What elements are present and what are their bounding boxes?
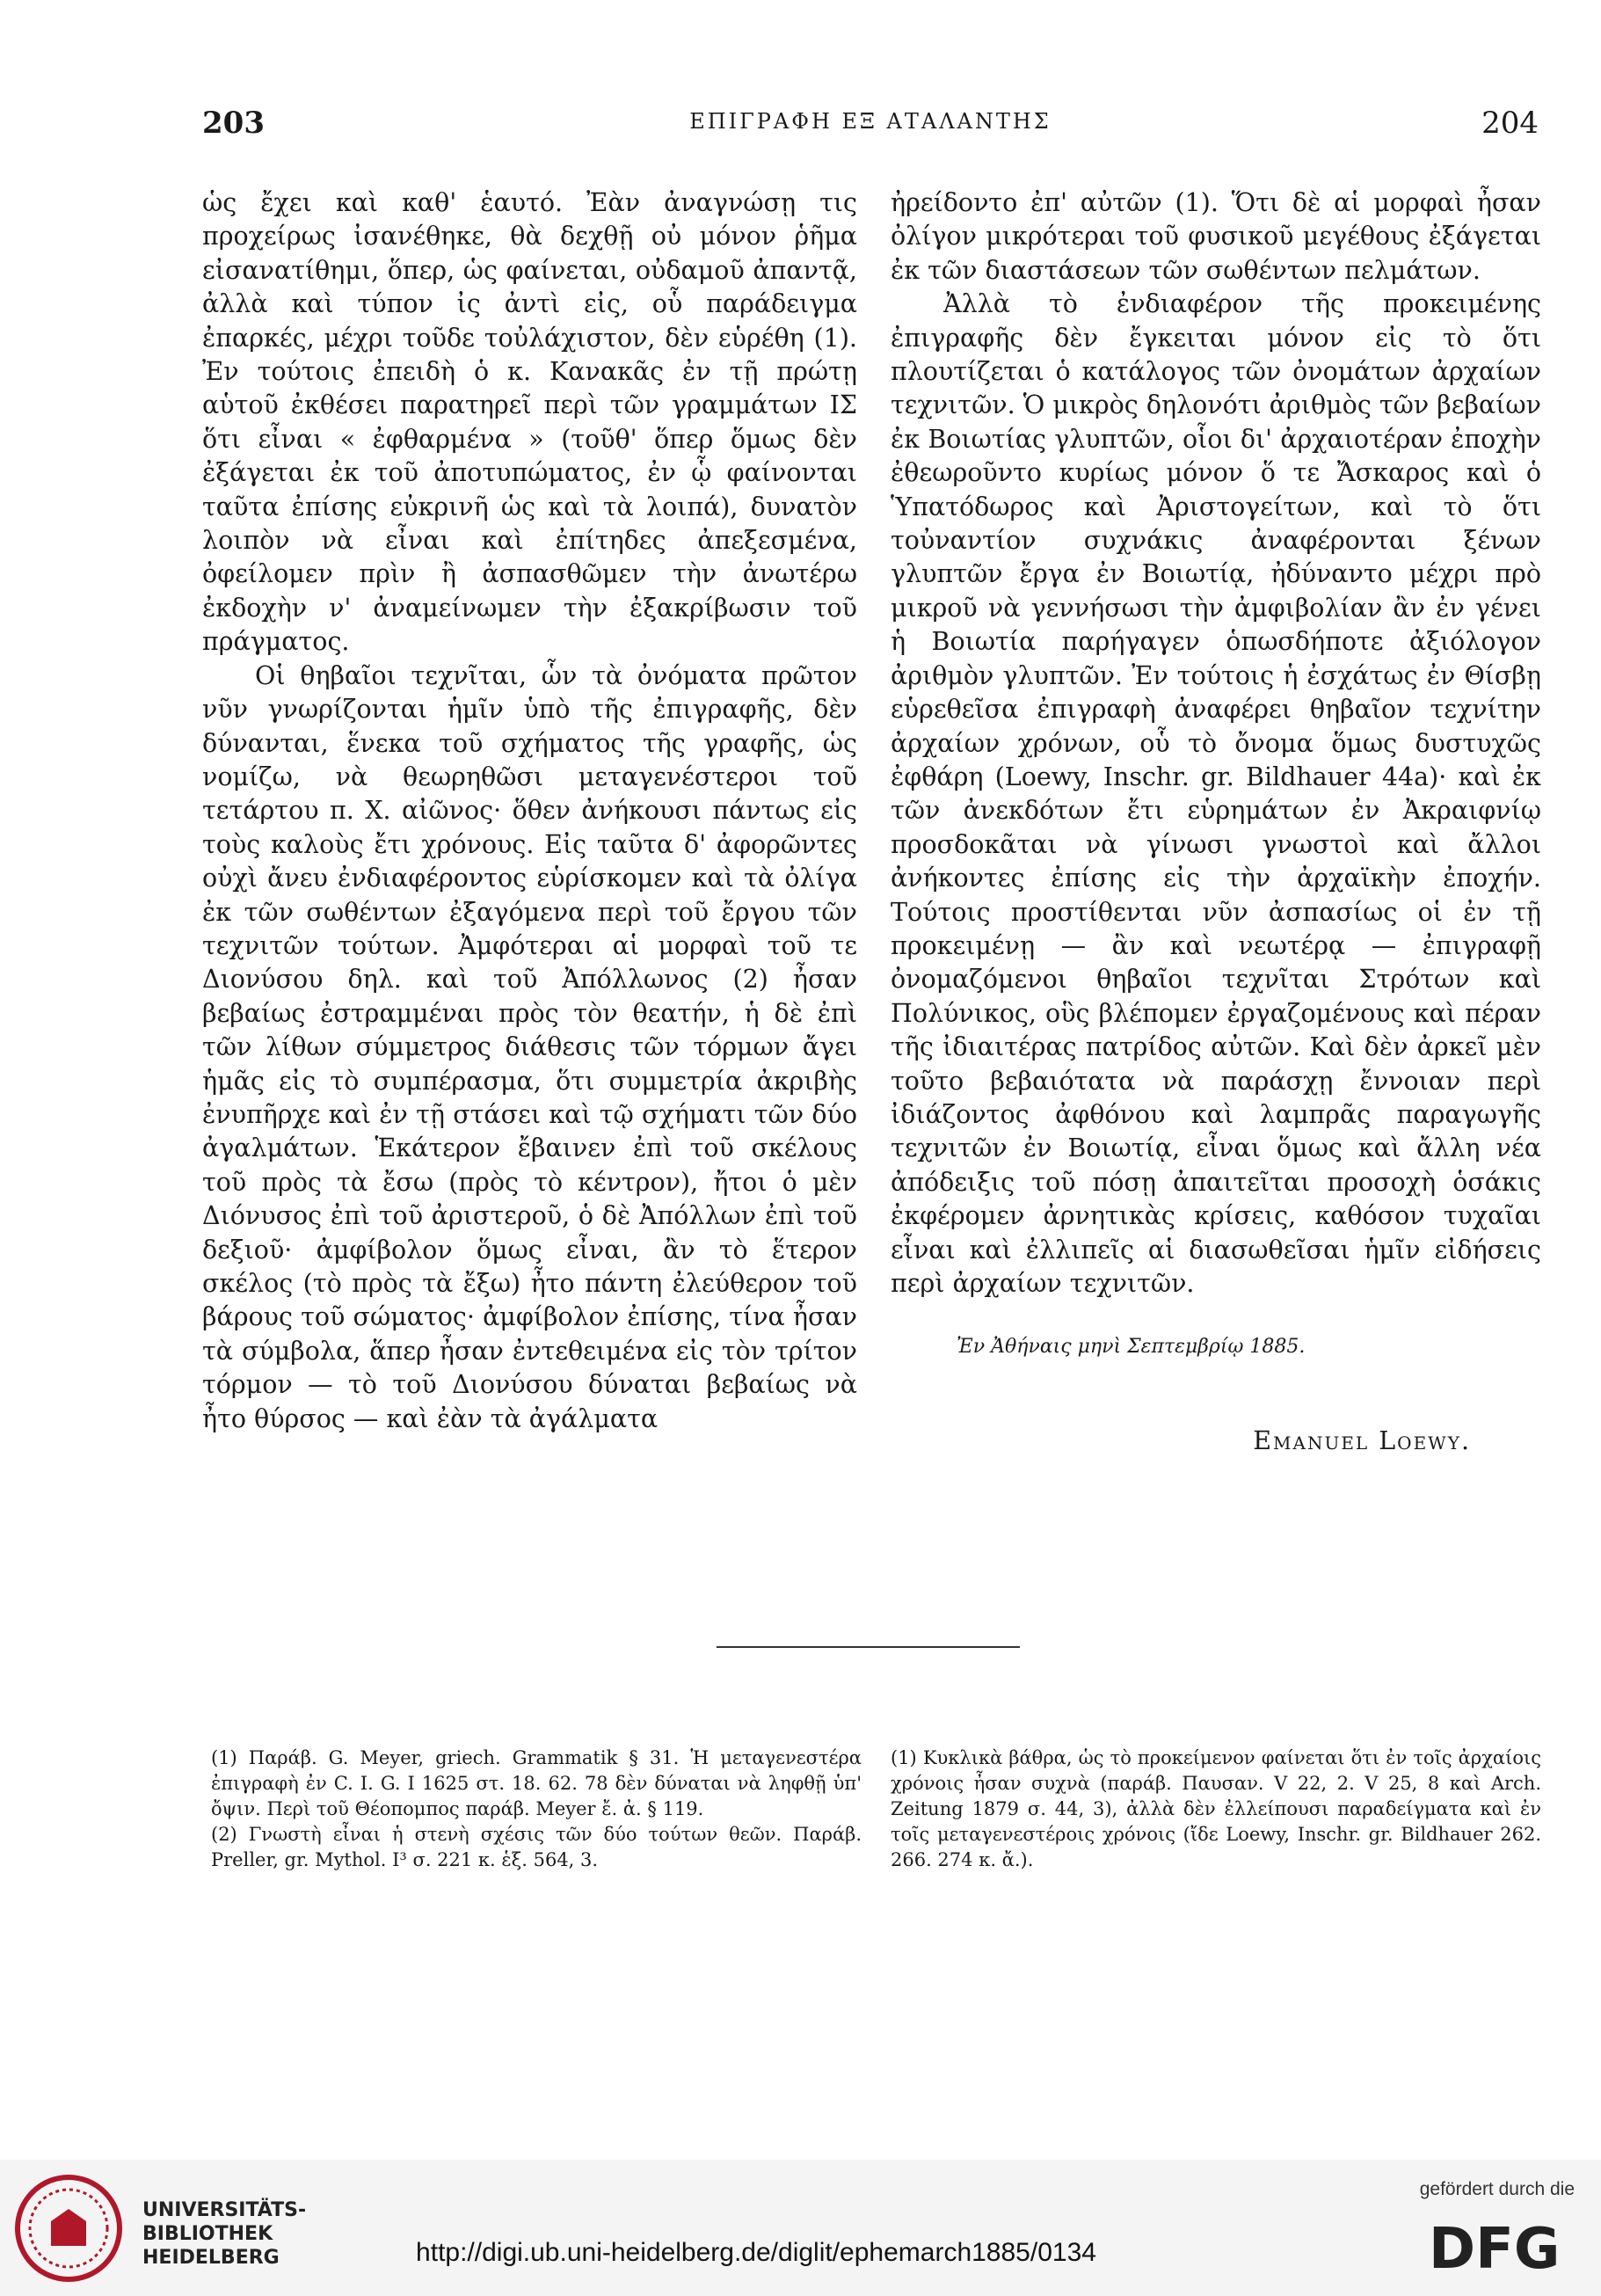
dfg-logo-icon [1429, 2220, 1574, 2273]
dfg-logo-text: DFG [1429, 2220, 1561, 2273]
running-title: ΕΠΙΓΡΑΦΗ ΕΞ ΑΤΑΛΑΝΤΗΣ [689, 109, 1052, 134]
page-header [202, 106, 1539, 158]
right-paragraph-2: Ἀλλὰ τὸ ἐνδιαφέρον τῆς προκειμένης ἐπιγραφῆς δὲν ἔγκειται μόνον εἰς τὸ ὅτι πλουτίζεται ὁ κατάλογος τῶν ὀνομάτων ἀρχαίων τεχνιτῶν. Ὁ μικρὸς δηλονότι ἀριθμὸς τῶν βεβαίων ἐκ Βοιωτίας γλυπτῶν, οἷοι δι' ἀρχαιοτέραν ἐποχὴν ἐθεωροῦντο κυρίως μόνον ὅ τε Ἄσκαρος καὶ ὁ Ὑπατόδωρος καὶ Ἀριστογείτων, καὶ τὸ ὅτι τοὐναντίον συχνάκις ἀναφέρονται ξένων γλυπτῶν ἔργα ἐν Βοιωτίᾳ, ἠδύναντο μέχρι πρὸ μικροῦ νὰ γεννήσωσι τὴν ἀμφιβολίαν ἂν ἐν γένει ἡ Βοιωτία παρήγαγεν ὁπωσδήποτε ἀξιόλογον ἀριθμὸν γλυπτῶν. Ἐν τούτοις ἡ ἐσχάτως ἐν Θίσβῃ εὑρεθεῖσα ἐπιγραφὴ ἀναφέρει θηβαῖον τεχνίτην ἀρχαίων χρόνων, οὗ τὸ ὄνομα ὅμως δυστυχῶς ἐφθάρη (Loewy, Inschr. gr. Bildhauer 44a)· καὶ ἐκ τῶν ἀνεκδότων ἔτι εὑρημάτων ἐν Ἀκραιφνίῳ προσδοκᾶται νὰ γίνωσι γνωστοὶ καὶ ἄλλοι ἀνήκοντες ἐπίσης εἰς τὴν ἀρχαϊκὴν ἐποχήν. Τούτοις προστίθενται νῦν ἀσπασίως οἱ ἐν τῇ προκειμένῃ — ἂν καὶ νεωτέρᾳ — ἐπιγραφῇ ὀνομαζόμενοι θηβαῖοι τεχνῖται Στρότων καὶ Πολύνικος, οὓς βλέπομεν ἐργαζομένους καὶ πέραν τῆς ἰδιαιτέρας πατρίδος αὐτῶν. Καὶ δὲν ἀρκεῖ μὲν τοῦτο βεβαιότατα νὰ παράσχῃ ἔννοιαν περὶ ἰδιάζοντος ἀφθόνου καὶ λαμπρᾶς παραγωγῆς τεχνιτῶν ἐν Βοιωτίᾳ, εἶναι ὅμως καὶ ἄλλη νέα ἀπόδειξις τοῦ πόσῃ ἀπαιτεῖται προσοχὴ ὁσάκις ἐκφέρομεν ἀρνητικὰς κρίσεις, καθόσον τυχαῖαι εἶναι καὶ ἐλλιπεῖς αἱ διασωθεῖσαι ἡμῖν εἰδήσεις περὶ ἀρχαίων τεχνιτῶν. [891, 289, 1541, 1298]
library-name-line-3: HEIDELBERG [142, 2247, 280, 2269]
right-column [891, 186, 1541, 1458]
library-name-line-1: UNIVERSITÄTS- [142, 2199, 307, 2221]
footnote-separator [717, 1646, 1020, 1648]
page-number-right: 204 [1481, 106, 1539, 141]
footnotes-left [211, 1746, 862, 1873]
left-paragraph-1: ὡς ἔχει καὶ καθ' ἑαυτό. Ἐὰν ἀναγνώσῃ τις προχείρως ἰσανέθηκε, θὰ δεχθῇ οὐ μόνον ῥῆμα εἰσανατίθημι, ὅπερ, ὡς φαίνεται, οὐδαμοῦ ἀπαντᾷ, ἀλλὰ καὶ τύπον ἰς ἀντὶ εἰς, οὗ παράδειγμα ἐπαρκές, μέχρι τοῦδε τοὐλάχιστον, δὲν εὑρέθη (1). Ἐν τούτοις ἐπειδὴ ὁ κ. Κανακᾶς ἐν τῇ πρώτῃ αὑτοῦ ἐκθέσει παρατηρεῖ περὶ τῶν γραμμάτων ΙΣ ὅτι εἶναι « ἐφθαρμένα » (τοῦθ' ὅπερ ὅμως δὲν ἐξάγεται ἐκ τοῦ ἀποτυπώματος, ἐν ᾧ φαίνονται ταῦτα ἐπίσης εὐκρινῆ ὡς καὶ τὰ λοιπά), δυνατὸν λοιπὸν νὰ εἶναι καὶ ἐπίτηδες ἀπεξεσμένα, ὀφείλομεν πρὶν ἢ ἀσπασθῶμεν τὴν ἀνωτέρω ἐκδοχὴν ν' ἀναμείνωμεν τὴν ἐξακρίβωσιν τοῦ πράγματος. [202, 188, 857, 657]
library-name [142, 2198, 306, 2270]
page-number-left: 203 [202, 106, 265, 141]
footnote-right-1: (1) Κυκλικὰ βάθρα, ὡς τὸ προκείμενον φαίνεται ὅτι ἐν τοῖς ἀρχαίοις χρόνοις ἦσαν συχνὰ (παράβ. Παυσαν. V 22, 2. V 25, 8 καὶ Arch. Zeitung 1879 σ. 44, 3), ἀλλὰ δὲν ἐλλείπουσι παραδείγματα καὶ ἐν τοῖς μεταγενεστέροις χρόνοις (ἴδε Loewy, Inschr. gr. Bildhauer 262. 266. 274 κ. ἄ.). [891, 1747, 1541, 1870]
footnote-left-1: (1) Παράβ. G. Meyer, griech. Grammatik § 31. Ἡ μεταγενεστέρα ἐπιγραφὴ ἐν C. I. G. I 1625 στ. 18. 62. 78 δὲν δύναται νὰ ληφθῇ ὑπ' ὄψιν. Περὶ τοῦ Θέοπομπος παράβ. Meyer ἔ. ἀ. § 119. [211, 1747, 862, 1819]
university-seal-icon [12, 2172, 125, 2285]
funded-by-label: gefördert durch die [1419, 2179, 1575, 2199]
footnotes-right [891, 1746, 1541, 1873]
left-column [202, 186, 857, 1436]
footnote-left-2: (2) Γνωστὴ εἶναι ἡ στενὴ σχέσις τῶν δύο τούτων θεῶν. Παράβ. Preller, gr. Mythol. I³ σ. 221 κ. ἑξ. 564, 3. [211, 1824, 862, 1870]
permalink-url[interactable]: http://digi.ub.uni-heidelberg.de/diglit/ephemarch1885/0134 [416, 2238, 1096, 2267]
library-name-line-2: BIBLIOTHEK [142, 2223, 273, 2245]
author-signature: Emanuel Loewy. [1253, 1425, 1471, 1455]
dateline: Ἐν Ἀθήναις μηνὶ Σεπτεμβρίῳ 1885. [957, 1336, 1306, 1359]
left-paragraph-2: Οἱ θηβαῖοι τεχνῖται, ὧν τὰ ὀνόματα πρῶτον νῦν γνωρίζονται ἡμῖν ὑπὸ τῆς ἐπιγραφῆς, δὲν δύνανται, ἕνεκα τοῦ σχήματος τῆς γραφῆς, ὡς νομίζω, νὰ θεωρηθῶσι μεταγενέστεροι τοῦ τετάρτου π. Χ. αἰῶνος· ὅθεν ἀνήκουσι πάντως εἰς τοὺς καλοὺς ἔτι χρόνους. Εἰς ταῦτα δ' ἀφορῶντες οὐχὶ ἄνευ ἐνδιαφέροντος εὑρίσκομεν καὶ τὰ ὀλίγα ἐκ τῶν σωθέντων ἐξαγόμενα περὶ τοῦ ἔργου τῶν τεχνιτῶν τούτων. Ἀμφότεραι αἱ μορφαὶ τοῦ τε Διονύσου δηλ. καὶ τοῦ Ἀπόλλωνος (2) ἦσαν βεβαίως ἐστραμμέναι πρὸς τὸν θεατήν, ἡ δὲ ἐπὶ τῶν λίθων σύμμετρος διάθεσις τῶν τόρμων ἄγει ἡμᾶς εἰς τὸ συμπέρασμα, ὅτι συμμετρία ἀκριβὴς ἐνυπῆρχε καὶ ἐν τῇ στάσει καὶ τῷ σχήματι τῶν δύο ἀγαλμάτων. Ἑκάτερον ἔβαινεν ἐπὶ τοῦ σκέλους τοῦ πρὸς τὰ ἔσω (πρὸς τὸ κέντρον), ἤτοι ὁ μὲν Διόνυσος ἐπὶ τοῦ ἀριστεροῦ, ὁ δὲ Ἀπόλλων ἐπὶ τοῦ δεξιοῦ· ἀμφίβολον ὅμως εἶναι, ἂν τὸ ἕτερον σκέλος (τὸ πρὸς τὰ ἔξω) ἦτο πάντη ἐλεύθερον τοῦ βάρους τοῦ σώματος· ἀμφίβολον ἐπίσης, τίνα ἦσαν τὰ σύμβολα, ἅπερ ἦσαν ἐντεθειμένα εἰς τὸν τρίτον τόρμον — τὸ τοῦ Διονύσου δύναται βεβαίως νὰ ἦτο θύρσος — καὶ ἐὰν τὰ ἀγάλματα [202, 660, 857, 1433]
right-paragraph-1: ἠρείδοντο ἐπ' αὐτῶν (1). Ὅτι δὲ αἱ μορφαὶ ἦσαν ὀλίγον μικρότεραι τοῦ φυσικοῦ μεγέθους ἐξάγεται ἐκ τῶν διαστάσεων τῶν σωθέντων πελμάτων. [891, 188, 1541, 285]
